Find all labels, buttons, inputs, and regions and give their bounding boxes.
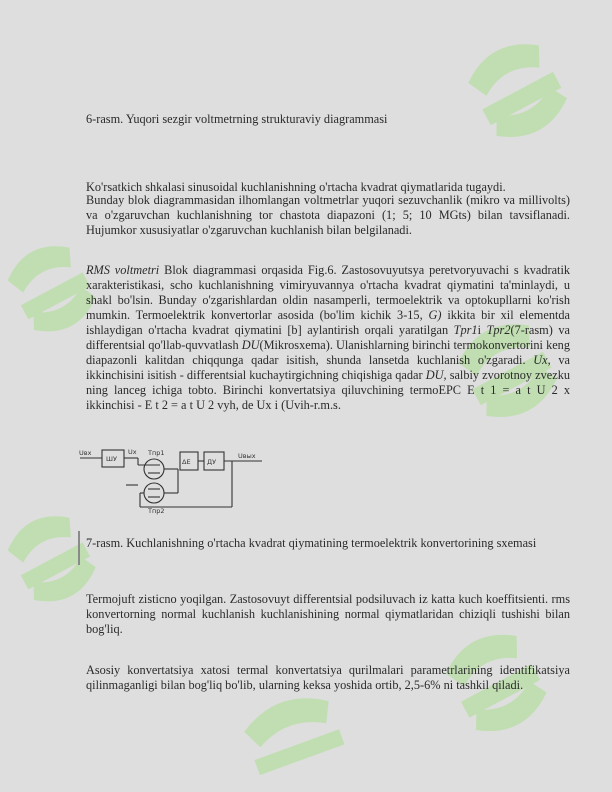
paragraph-1: Ko'rsatkich shkalasi sinusoidal kuchlanishning o'rtacha kvadrat qiymatlarida tugaydi. — [86, 180, 506, 194]
output-voltage-label: Uвых — [238, 452, 256, 460]
converter-1-icon — [144, 459, 164, 479]
paragraph-3: RMS voltmetri Blok diagrammasi orqasida Fig.6. Zastosovuyutsya peretvoryuvachi s kvadratik xarakteristikasi, scho kuchlanishning vimiryuvannya o'rtacha kvadrat qiymatini ta'minlaydi, u shakl bo'lsin. Bunday o'zgarishlardan oldin nasamperli, termoelektrik va optokupllarni ko'rish mumkin. Termoelektrik konvertorlar asosida (bo'lim kichik 3-15, G) ikkita bir xil elementda ishlaydigan o'rtacha kvadrat qiymatini [b] aylantirish orqali yaratilgan Tpr1i Tpr2(7-rasm) va differentsial qo'llab-quvvatlash DU(Mikrosxema). Ulanishlarning birinchi termokonvertorini keng diapazonli kalitdan chiqqunga qadar isitish, shunda lansetda kuchlanish o'zgaradi. Ux, va ikkinchisini isitish - differentsial kuchaytirgichning chiqishiga qadar DU, salbiy zvorotnoy zvezku ning lanceg ichiga tobto. Birinchi konvertatsiya qiluvchining termoEPC E t 1 = a t U 2 x ikkinchisi - E t 2 = a t U 2 vyh, de Ux i (Uvih-r.m.s. — [86, 263, 571, 412]
ux-label: Ux — [128, 448, 137, 456]
watermark-logo-icon — [210, 690, 380, 790]
block-2-label: ДУ — [207, 458, 217, 466]
paragraph-5: Asosiy konvertatsiya xatosi termal konvertatsiya qurilmalari parametrlarining identifikatsiya qilinmaganligi bilan bog'liq bo'lib, ularning keksa yoshida ortib, 2,5-6% ni tashkil qiladi. — [86, 663, 570, 692]
paragraph-4: Termojuft zisticno yoqilgan. Zastosovuyt differentsial podsiluvach iz katta kuch koeffitsienti. rms konvertorning normal kuchlanish kuchlanishining normal qiymatlaridan chiziqli tushishi bilan bog'liq. — [86, 592, 570, 636]
input-voltage-label: Uвх — [79, 449, 92, 457]
watermark-logo-icon — [440, 20, 600, 170]
figure-7-caption: 7-rasm. Kuchlanishning o'rtacha kvadrat qiymatining termoelektrik konvertorining sxemasi — [86, 536, 537, 550]
block-1-label: ШУ — [106, 455, 117, 463]
thermoelectric-converter-circuit — [78, 447, 263, 515]
converter-2-icon — [144, 483, 164, 503]
rms-voltmeter-term: RMS voltmetri — [86, 263, 160, 277]
figure-6-caption: 6-rasm. Yuqori sezgir voltmetrning strukturaviy diagrammasi — [86, 112, 388, 126]
tpr1-label: Тпр1 — [148, 449, 165, 457]
tpr2-label: Тпр2 — [148, 507, 165, 515]
caption-margin-bar — [78, 531, 80, 565]
paragraph-2: Bunday blok diagrammasidan ilhomlangan voltmetrlar yuqori sezuvchanlik (mikro va millivolts) va o'zgaruvchan kuchlanishning tor chastota diapazoni (1; 5; 10 MGts) bilan tavsiflanadi. Hujumkor xususiyatlar o'zgaruvchan kuchlanish bilan belgilanadi. — [86, 193, 570, 237]
delta-e-label: ΔЕ — [182, 458, 191, 466]
